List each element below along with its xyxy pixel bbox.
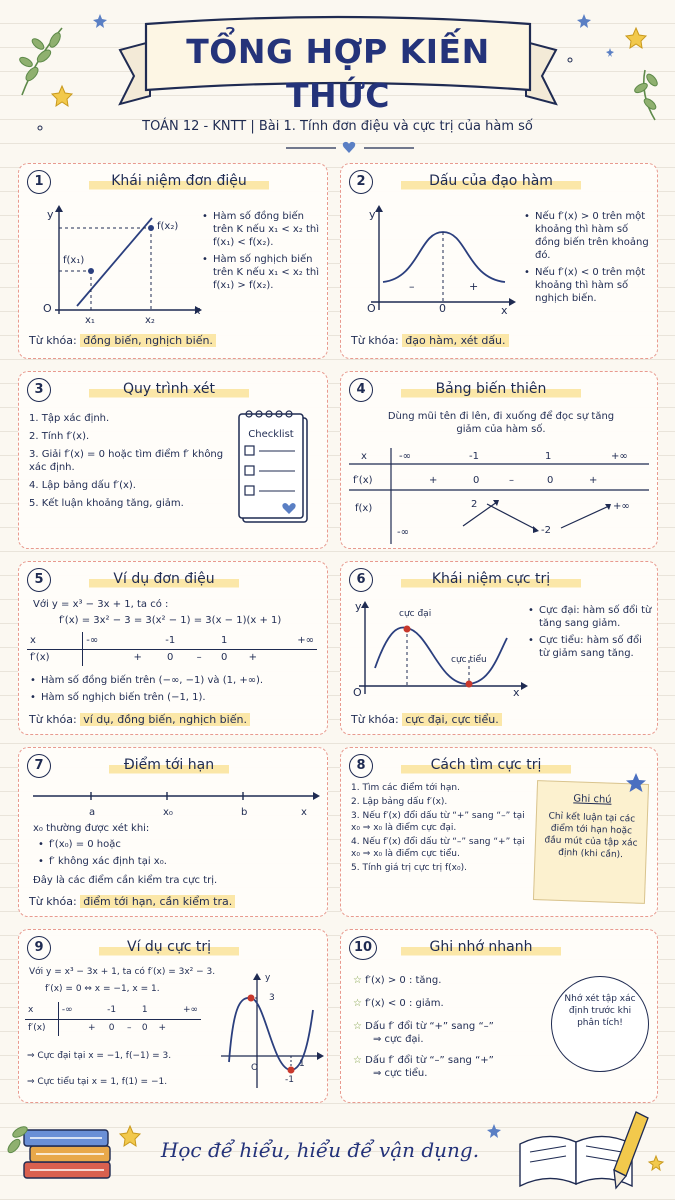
card-title: Ví dụ đơn điệu	[89, 568, 239, 590]
bubble-text: Nhớ xét tập xác định trước khi phân tích!	[564, 994, 636, 1028]
example-line-2: f′(x) = 0 ⇔ x = −1, x = 1.	[45, 984, 160, 994]
bullet: • f′ không xác định tại x₀.	[37, 855, 307, 868]
keyword-line: Từ khóa: điểm tới hạn, cần kiểm tra.	[29, 894, 235, 910]
heart-icon	[342, 141, 356, 154]
bullet: • Cực đại: hàm số đổi từ tăng sang giảm.	[527, 604, 653, 630]
sign-value: +	[429, 475, 438, 486]
card-title: Ghi nhớ nhanh	[401, 936, 561, 958]
card-number: 9	[27, 936, 51, 960]
card-title: Quy trình xét	[89, 378, 249, 400]
table-f-label: f(x)	[355, 503, 373, 514]
checklist-label: Checklist	[248, 429, 294, 440]
card-title: Ví dụ cực trị	[99, 936, 239, 958]
card-number: 2	[349, 170, 373, 194]
star-icon	[625, 772, 647, 794]
keyword-line: Từ khóa: cực đại, cực tiểu.	[351, 712, 502, 728]
fx2-label: f(x₂)	[157, 221, 179, 232]
bullet: • Hàm số đồng biến trên K nếu x₁ < x₂ thì f(x₁) < f(x₂).	[201, 210, 321, 249]
f-value: 2	[471, 499, 478, 510]
bullet: • Hàm số đồng biến trên (−∞, −1) và (1, +∞).	[29, 674, 323, 687]
graph-x-label: x	[513, 686, 520, 699]
f-value: -2	[541, 525, 551, 536]
graph-zero: 0	[439, 302, 446, 315]
bullet: • Hàm số nghịch biến trên K nếu x₁ < x₂ thì f(x₁) > f(x₂).	[201, 253, 321, 292]
card-number: 3	[27, 378, 51, 402]
note-title: Ghi chú	[573, 793, 612, 806]
x-value: +∞	[611, 451, 628, 462]
card-1	[18, 163, 328, 359]
card-3	[18, 371, 328, 549]
x-value: 1	[545, 451, 552, 462]
page-subtitle: TOÁN 12 - KNTT | Bài 1. Tính đơn điệu và cực trị của hàm số	[142, 119, 533, 134]
graph-origin: O	[367, 302, 376, 315]
graph-tick-1: 1	[299, 1059, 305, 1069]
result-min: ⇒ Cực tiểu tại x = 1, f(1) = −1.	[27, 1077, 168, 1087]
example-line-2: f′(x) = 3x² − 3 = 3(x² − 1) = 3(x − 1)(x + 1)	[59, 615, 282, 626]
table-fp-label: f′(x)	[353, 475, 373, 486]
books-icon	[24, 1130, 110, 1178]
graph-x-label: x	[194, 304, 201, 317]
sign-table: x -∞ -1 1 +∞ f′(x) + 0 – 0 +	[25, 1002, 201, 1036]
graph-x-label: x	[501, 304, 508, 317]
card-2	[340, 163, 658, 359]
graph-y-label: y	[265, 973, 271, 983]
card-number: 8	[349, 754, 373, 778]
graph-max-value: 3	[269, 993, 275, 1003]
f-value: +∞	[613, 501, 630, 512]
star-bullet-icon: ☆	[353, 1055, 362, 1066]
variation-table	[347, 444, 653, 546]
number-line	[29, 784, 321, 808]
graph-y-label: y	[369, 208, 376, 221]
reminder-bubble	[551, 976, 649, 1072]
keyword-line: Từ khóa: đồng biến, nghịch biến.	[29, 333, 216, 349]
graph-y-label: y	[355, 600, 362, 613]
bullet: • Hàm số nghịch biến trên (−1, 1).	[29, 691, 323, 704]
card-title: Bảng biến thiên	[401, 378, 581, 400]
extrema-graph	[349, 598, 529, 710]
x1-label: x₁	[85, 315, 95, 326]
bullet: • f′(x₀) = 0 hoặc	[37, 838, 307, 851]
card-description: Dùng mũi tên đi lên, đi xuống để đọc sự tăng giảm của hàm số.	[387, 411, 615, 435]
max-label: cực đại	[399, 609, 432, 619]
page-title: TỔNG HỢP KIẾN THỨC	[186, 32, 490, 115]
steps-list: 1. Tập xác định. 2. Tính f′(x). 3. Giải f′(x) = 0 hoặc tìm điểm f′ không xác định. 4. Lập bảng dấu f′(x). 5. Kết luận khoảng tăng, giảm.	[29, 413, 224, 509]
x2-label: x₂	[145, 315, 155, 326]
graph-min-value: -1	[285, 1075, 294, 1085]
fx1-label: f(x₁)	[63, 255, 85, 266]
keyword-line: Từ khóa: ví dụ, đồng biến, nghịch biến.	[29, 712, 250, 728]
card-8	[340, 747, 658, 917]
card-title: Điểm tới hạn	[109, 754, 229, 776]
x-value: -∞	[399, 451, 411, 462]
sign-minus: –	[409, 280, 415, 293]
bullet: • Cực tiểu: hàm số đổi từ giảm sang tăng.	[527, 634, 653, 660]
sign-value: 0	[547, 475, 554, 486]
card-number: 4	[349, 378, 373, 402]
axis-x: x	[301, 807, 307, 818]
card-number: 1	[27, 170, 51, 194]
cubic-graph	[217, 970, 325, 1094]
card-title: Dấu của đạo hàm	[401, 170, 581, 192]
sign-plus: +	[469, 280, 479, 293]
card-number: 5	[27, 568, 51, 592]
sign-value: +	[589, 475, 598, 486]
card-number: 6	[349, 568, 373, 592]
axis-a: a	[89, 807, 96, 818]
card-9	[18, 929, 328, 1103]
star-bullet-icon: ☆	[353, 998, 362, 1009]
intro-text: x₀ thường được xét khi:	[33, 823, 150, 834]
note-text: Đây là các điểm cần kiểm tra cực trị.	[33, 875, 218, 886]
min-label: cực tiểu	[451, 655, 487, 665]
sign-table: x -∞ -1 1 +∞ f′(x) + 0 – 0 +	[27, 632, 317, 666]
card-title: Khái niệm cực trị	[401, 568, 581, 590]
axis-x0: x₀	[163, 807, 173, 818]
card-number: 7	[27, 754, 51, 778]
card-title: Cách tìm cực trị	[401, 754, 571, 776]
graph-y-label: y	[47, 208, 54, 221]
axis-b: b	[241, 807, 248, 818]
card-7	[18, 747, 328, 917]
note-text: Chỉ kết luận tại các điểm tới hạn hoặc đầu mút của tập xác định (khi cần).	[544, 811, 638, 861]
bullet: • Nếu f′(x) < 0 trên một khoảng thì hàm số nghịch biến.	[523, 266, 653, 305]
card-title: Khái niệm đơn điệu	[89, 170, 269, 192]
star-bullet-icon: ☆	[353, 975, 362, 986]
example-line-1: Với y = x³ − 3x + 1, ta có f′(x) = 3x² − 3.	[29, 967, 216, 977]
bullet: • Nếu f′(x) > 0 trên một khoảng thì hàm số đồng biến trên khoảng đó.	[523, 210, 653, 262]
card-5	[18, 561, 328, 735]
graph-origin: O	[353, 686, 362, 699]
keyword-line: Từ khóa: đạo hàm, xét dấu.	[351, 333, 509, 349]
graph-origin: O	[43, 302, 52, 315]
sticky-note	[533, 780, 649, 904]
star-bullet-icon: ☆	[353, 1021, 362, 1032]
f-value: -∞	[397, 527, 409, 538]
quick-list: ☆ f′(x) > 0 : tăng. ☆ f′(x) < 0 : giảm. ☆ Dấu f′ đổi từ “+” sang “–” ⇒ cực đại. ☆ Dấu f′ đổi từ “–” sang “+” ⇒ cực tiểu.	[353, 975, 494, 1079]
x-value: -1	[469, 451, 479, 462]
sign-value: –	[509, 475, 514, 486]
card-6	[340, 561, 658, 735]
sign-value: 0	[473, 475, 480, 486]
card-10	[340, 929, 658, 1103]
card-4	[340, 371, 658, 549]
result-max: ⇒ Cực đại tại x = −1, f(−1) = 3.	[27, 1051, 172, 1061]
graph-origin: O	[251, 1063, 259, 1073]
steps-list: 1. Tìm các điểm tới hạn. 2. Lập bảng dấu f′(x). 3. Nếu f′(x) đổi dấu từ “+” sang “–” tại x₀ ⇒ x₀ là điểm cực đại. 4. Nếu f′(x) đổi dấu từ “–” sang “+” tại x₀ ⇒ x₀ là điểm cực tiểu. 5. Tính giá trị cực trị f(x₀).	[351, 783, 525, 873]
example-line-1: Với y = x³ − 3x + 1, ta có :	[33, 599, 169, 610]
card-number: 10	[349, 936, 377, 960]
table-x-label: x	[361, 451, 367, 462]
footer-slogan: Học để hiểu, hiểu để vận dụng.	[160, 1138, 480, 1162]
